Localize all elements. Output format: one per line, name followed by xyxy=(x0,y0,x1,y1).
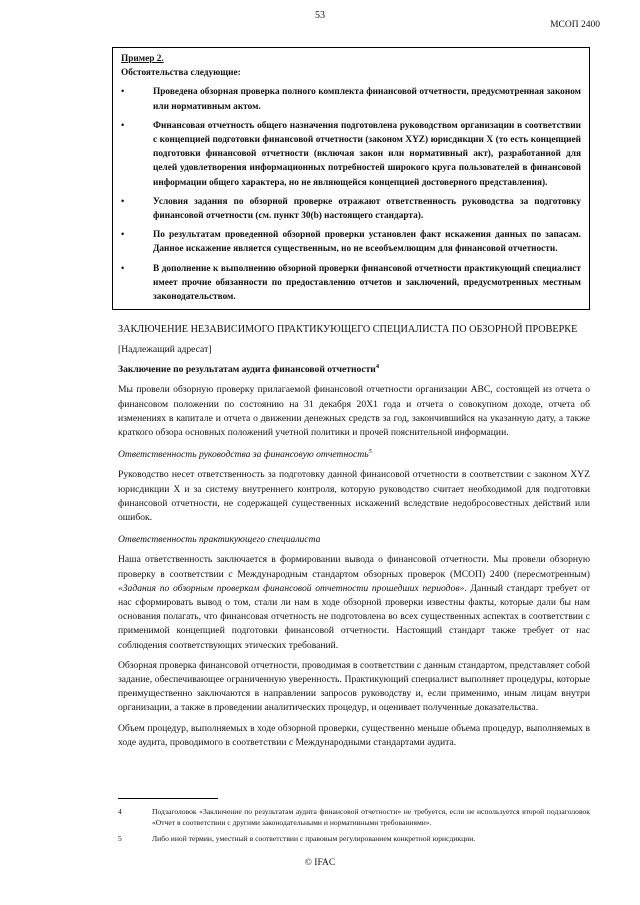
example-title: Пример 2. xyxy=(121,54,164,64)
management-heading-text: Ответственность руководства за финансовую отчетность xyxy=(118,449,369,461)
footnote xyxy=(118,833,590,844)
example-item xyxy=(121,119,581,190)
example-intro: Обстоятельства следующие: xyxy=(121,68,241,79)
paragraph-review-nature: Обзорная проверка финансовой отчетности, проводимая в соответствии с данным стандартом, представляет собой задание, обеспечивающее ограниченную уверенность. Практикующий специалист выполняет процедуры, которые преимущественно заключаются в направлении запросов руководству и, если применимо, иным лицам внутри организации, а также в проведении аналитических процедур, и оценивает полученные доказательства. xyxy=(118,659,590,714)
footnote xyxy=(118,806,590,828)
footnote-text: Подзаголовок «Заключение по результатам аудита финансовой отчетности» не требуется, если не используется второй подзаголовок «Отчет в соответствии с другими законодательными и нормативными требованиями». xyxy=(152,807,590,827)
example-item-text: По результатам проведенной обзорной проверки установлен факт искажения данных по запасам. Данное искажение является существенным, но не всеобъемлющим для финансовой отчетности. xyxy=(153,230,581,255)
example-item xyxy=(121,195,581,223)
conclusion-heading-text: Заключение по результатам аудита финансовой отчетности xyxy=(118,364,376,376)
paragraph-review-scope: Объем процедур, выполняемых в ходе обзорной проверки, существенно меньше объема процедур, выполняемых в ходе аудита, проводимого в соответствии с Международными стандартами аудита. xyxy=(118,722,590,748)
report-body xyxy=(118,322,590,756)
footnote-mark: 4 xyxy=(118,807,122,816)
document-code: МСОП 2400 xyxy=(550,20,600,30)
conclusion-heading xyxy=(118,363,590,377)
footnotes xyxy=(118,806,590,849)
paragraph-scope: Мы провели обзорную проверку прилагаемой финансовой отчетности организации ABC, состоящей из отчета о финансовом положении по состоянию на 31 декабря 20X1 года и отчета о совокупном доходе, отчета об изменениях в капитале и отчета о движении денежных средств за год, закончившийся на указанную дату, а также краткого обзора основных положений учетной политики и прочей пояснительной информации. xyxy=(118,384,590,439)
footnote-ref: 5 xyxy=(368,448,372,456)
example-item-text: Условия задания по обзорной проверке отражают ответственность руководства за подготовку финансовой отчетности (см. пункт 30(b) настоящего стандарта). xyxy=(153,196,581,222)
paragraph-management: Руководство несет ответственность за подготовку данной финансовой отчетности в соответствии с законом XYZ юрисдикции X и за систему внутреннего контроля, которую руководство считает необходимой для подготовки финансовой отчетности, не содержащей существенных искажений вследствие недобросовестных действий или ошибок. xyxy=(118,469,590,524)
practitioner-heading: Ответственность практикующего специалиста xyxy=(118,534,321,546)
bullet-icon: • xyxy=(121,230,125,241)
bullet-icon: • xyxy=(121,87,125,98)
example-item xyxy=(121,228,581,256)
bullet-icon: • xyxy=(121,196,125,207)
footnote-ref: 4 xyxy=(375,363,380,371)
footnote-divider xyxy=(118,798,218,799)
para3-part-b: . Данный стандарт требует от нас сформировать вывод о том, стали ли нам в ходе обзорной проверки известны факты, которые дали бы нам основания полагать, что финансовая отчетность не подготовлена во всех существенных аспектах в соответствии с применимой концепцией подготовки финансовой отчетности. Настоящий стандарт также требует от нас соблюдения соответствующих этических требований. xyxy=(118,582,590,651)
bullet-icon: • xyxy=(121,120,125,131)
example-list xyxy=(121,85,581,304)
page-number: 53 xyxy=(315,10,325,21)
example-item xyxy=(121,262,581,305)
footnote-text: Либо иной термин, уместный в соответствии с правовым регулированием конкретной юрисдикции. xyxy=(152,834,476,843)
example-item xyxy=(121,85,581,113)
management-heading xyxy=(118,448,590,462)
bullet-icon: • xyxy=(121,263,125,274)
addressee: [Надлежащий адресат] xyxy=(118,344,212,355)
paragraph-practitioner xyxy=(118,553,590,652)
footnote-mark: 5 xyxy=(118,834,122,843)
report-heading: ЗАКЛЮЧЕНИЕ НЕЗАВИСИМОГО ПРАКТИКУЮЩЕГО СПЕЦИАЛИСТА ПО ОБЗОРНОЙ ПРОВЕРКЕ xyxy=(118,324,578,335)
para3-part-a: Наша ответственность заключается в формировании вывода о финансовой отчетности. Мы провели обзорную проверку в соответствии с Международным стандартом обзорных проверок (МСОП) 2400 (пересмотренным) xyxy=(118,554,590,580)
example-item-text: В дополнение к выполнению обзорной проверки финансовой отчетности практикующий специалист имеет прочие обязанности по предоставлению отчетов и заключений, предусмотренных местным законодательством. xyxy=(153,263,581,303)
copyright-footer: © IFAC xyxy=(304,858,336,868)
standard-title: «Задания по обзорным проверкам финансовой отчетности прошедших периодов» xyxy=(118,582,465,594)
example-item-text: Финансовая отчетность общего назначения подготовлена руководством организации в соответствии с концепцией подготовки финансовой отчетности (законом XYZ) юрисдикции X (то есть концепцией подготовки финансовой отчетности (включая закон или нормативный акт), разработанной для целей удовлетворения информационных потребностей широкого круга пользователей в финансовой информации общего характера, но не являющейся концепцией достоверного представления). xyxy=(153,120,581,188)
example-item-text: Проведена обзорная проверка полного комплекта финансовой отчетности, предусмотренная законом или нормативным актом. xyxy=(153,87,581,112)
example-box xyxy=(112,47,590,310)
